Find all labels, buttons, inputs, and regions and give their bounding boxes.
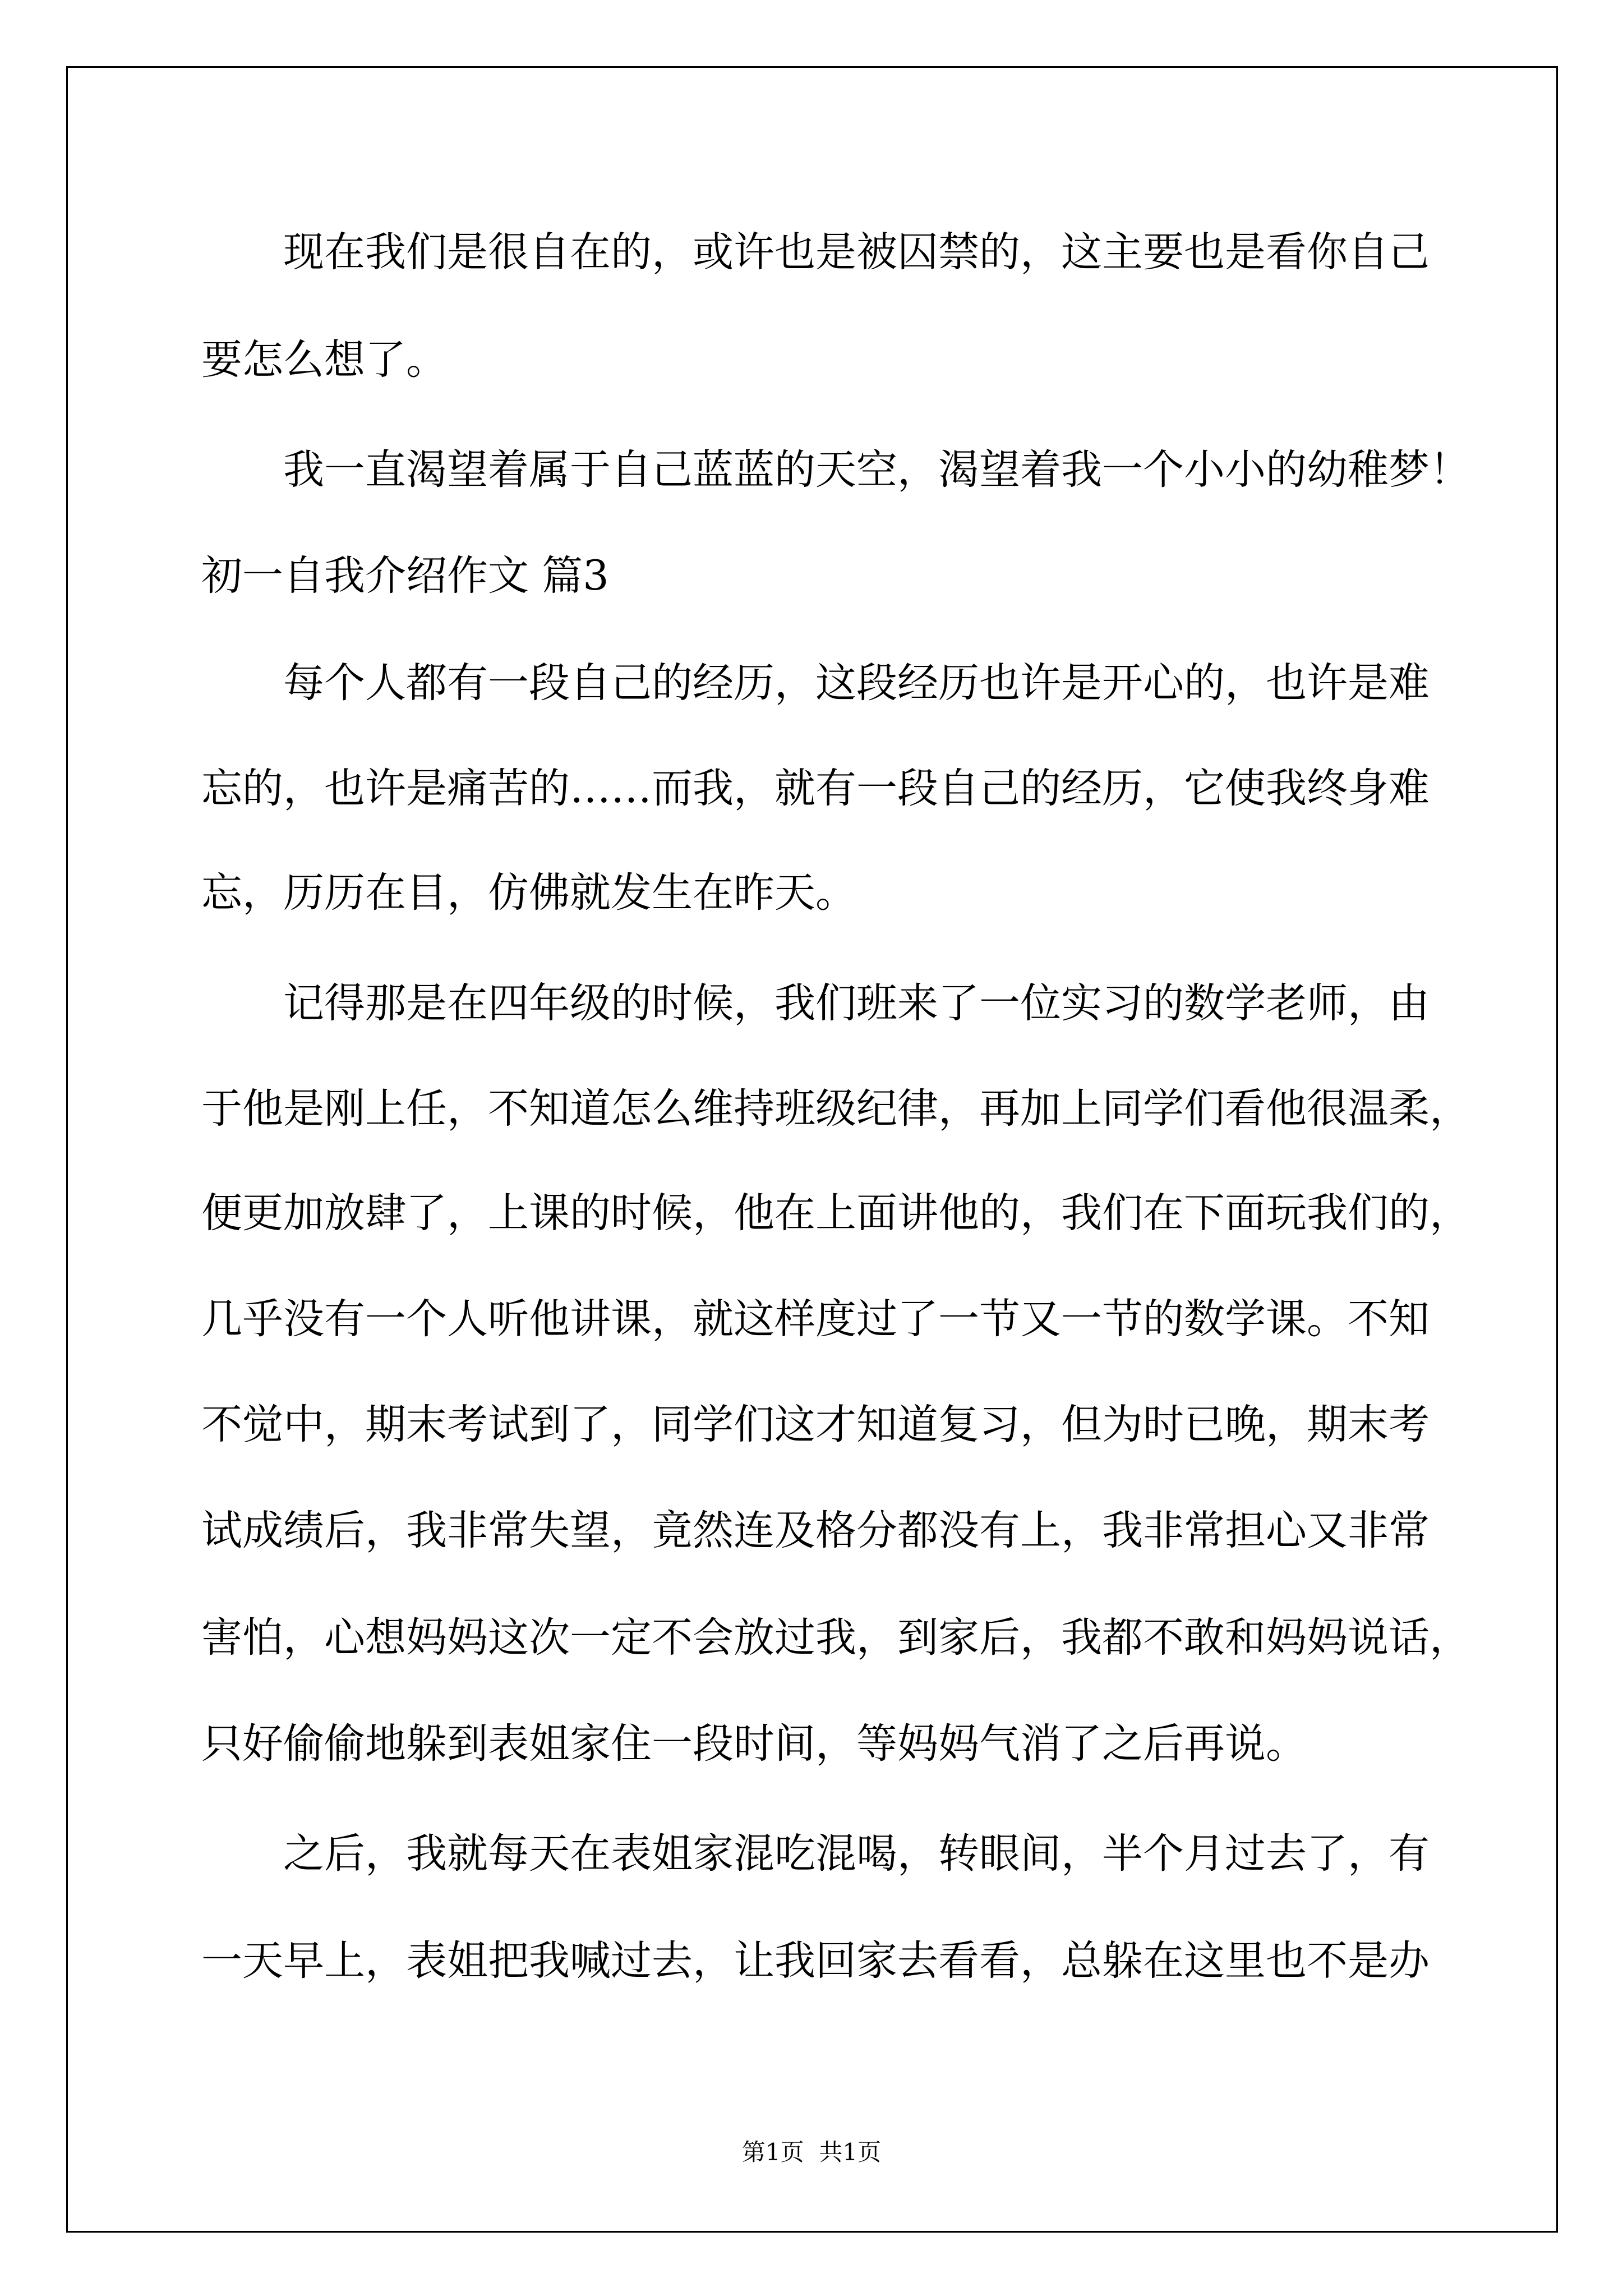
paragraph-line: 忘，历历在目，仿佛就发生在昨天。 <box>201 869 856 917</box>
paragraph-line: 记得那是在四年级的时候，我们班来了一位实习的数学老师，由 <box>283 979 1430 1027</box>
paragraph-line: 之后，我就每天在表姐家混吃混喝，转眼间，半个月过去了，有 <box>283 1830 1430 1878</box>
paragraph-line: 一天早上，表姐把我喊过去，让我回家去看看，总躲在这里也不是办 <box>201 1937 1430 1985</box>
paragraph-line: 每个人都有一段自己的经历，这段经历也许是开心的，也许是难 <box>283 659 1430 707</box>
section-heading: 初一自我介绍作文 篇3 <box>201 552 609 600</box>
paragraph-line: 试成绩后，我非常失望，竟然连及格分都没有上，我非常担心又非常 <box>201 1507 1430 1554</box>
paragraph-line: 只好偷偷地躲到表姐家住一段时间，等妈妈气消了之后再说。 <box>201 1720 1307 1768</box>
page-footer: 第1页 共1页 <box>741 2138 882 2166</box>
page-border <box>66 66 1558 2233</box>
paragraph-line: 于他是刚上任，不知道怎么维持班级纪律，再加上同学们看他很温柔， <box>201 1085 1470 1133</box>
paragraph-line: 便更加放肆了，上课的时候，他在上面讲他的，我们在下面玩我们的， <box>201 1189 1470 1237</box>
paragraph-line: 害怕，心想妈妈这次一定不会放过我，到家后，我都不敢和妈妈说话， <box>201 1614 1470 1662</box>
paragraph-line: 要怎么想了。 <box>201 336 447 384</box>
paragraph-line: 现在我们是很自在的，或许也是被囚禁的，这主要也是看你自己 <box>283 228 1430 276</box>
paragraph-line: 几乎没有一个人听他讲课，就这样度过了一节又一节的数学课。不知 <box>201 1295 1430 1343</box>
paragraph-line: 忘的，也许是痛苦的……而我，就有一段自己的经历，它使我终身难 <box>201 765 1430 812</box>
paragraph-line: 我一直渴望着属于自己蓝蓝的天空，渴望着我一个小小的幼稚梦！ <box>283 446 1470 494</box>
paragraph-line: 不觉中，期末考试到了，同学们这才知道复习，但为时已晚，期末考 <box>201 1401 1430 1448</box>
